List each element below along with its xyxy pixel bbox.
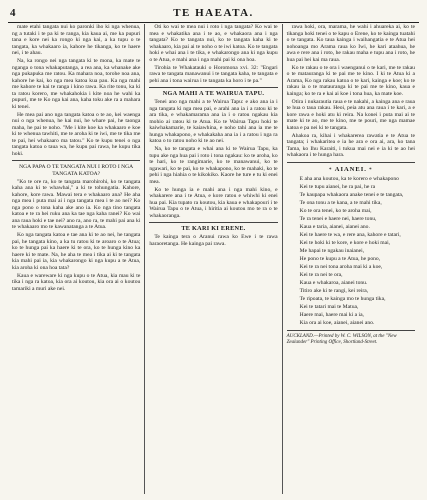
col3-paragraph: Ahakoa ra, kihai i whakarerea rawatia e te Atua te tangata; i whakaritea e ia he ara e ora ai, ara, ko tana Tama, ko Ihu Karaiti, i tukua mai nei e ia ki te ao hei whakaora i te hunga hara. [286,132,415,158]
section-heading: NGA PAPA O TE TANGATA NUI I ROTO I NGA TANGATA KATOA? [19,164,134,177]
poem-line: Kia ora ai koe, aianei, aianei ano. [299,320,375,326]
col2-paragraph: Na, ko te tangata e whai ana ki te Wairua Tapu, ka tupu ake nga hua pai i roto i tona ngakau: ko te aroha, ko te hari, ko te rangimarie, ko te manawanui, ko te ngawari, ko te pai, ko te whakapono, ko te mahaki, ko te pehi i nga hiahia o te kikokiko. Kaore he ture e tu ki enei mea. [149,146,278,185]
col3-paragraph: Ko te rakau o te ora i waenganui o te kari, me te rakau o te matauranga ki te pai me te kino. I ki te Atua ki a Arama, Ko nga rakau katoa o te kari, kainga e koe; ko te rakau ia o te matauranga ki te pai me te kino, kaua e kainga; ko te ra e kai ai koe i tona hua, ka mate koe. [286,64,415,97]
poem-line: He pono te kupu a te Atua, he pono, [299,256,381,262]
poem-line: Te ra tenei e haere nei, haere tonu, [299,216,377,222]
col1-paragraph: He mea pai ano nga tangata katoa o te ao, kei waenga nui o nga whenua, he kai nui, he whare pai, he taonga maha, he pai te noho. "Me i kite koe ka whakaaro e koe ki te whenua tawhiti, me te aroha ki te iwi, me te tika me te pai, hei whakaaro ma tatou." Ko te kupu tenei o nga tangata katoa o taua wa, he kupu pai rawa, he kupu tika hoki. [12,111,141,157]
col3-paragraph: rawa hoki, ora, marama, he wahi i ahuareka ai, ko te tikanga hoki tenei o te kapu o Erene, ko te kainga tuatahi o te tangata. Ko taua kainga i waihangatia e te Atua hei nohoanga mo Arama raua ko Iwi, he kari ataahua, he awa e rere ana i roto, he rakau maha e tupu ana i roto, he hua pai hei kai ma raua. [286,24,415,63]
poem-line: Kei te ra nei tona aroha mai ki a koe, [299,264,383,270]
printer-imprint: AUCKLAND.—Printed by W. C. WILSON, at the "New Zealander" Printing Office, Shortland-Street. [286,333,397,345]
column-2 [144,24,281,494]
asterisk-icon: * [329,167,335,173]
asterisk-icon: * [366,167,373,173]
divider [149,87,277,88]
col1-paragraph: "Ko te ore ra, ko te tangata marohirohi, ko te tangata kaha ana ki te whawhai," a ki te tohungatia. Kahore, kahore, kore rawa. Mawai tera e whakaaro ana? He aha nga mea i puta mai ai i nga tangata mea i te ao nei? Ko nga pono o tona kaha ake ano ia. Ko nga tino tangata katoa e te ra hei ruku ana ka tae nga kaha ranei? Ko wai ana raua hoki e tae nei? ano ra, ano ra, te mahi pai ana ki te whakaaro mo te kawanatanga a te Atua. [12,178,141,230]
poem-line: Kaua e taria, aianei, aianei ano. [299,224,370,230]
divider [287,330,415,331]
divider [149,222,277,223]
poem-line: Kaua e whakaroa, aianei tonu. [299,280,368,286]
poem-line: Ko te ora tenei, ko te aroha mai, [299,208,372,214]
page-header [8,6,419,23]
poem-line: Haere mai, haere mai ki a ia, [299,312,364,318]
col1-paragraph: Ko nga tangata katoa e tae ana ki te ao nei, he tangata pai, he tangata kino, a ka tu ratou ki te aroaro o te Atua; ko te hunga pai ka haere ki te ora, ko te hunga kino ka haere ki te mate. Na, he aha te mea i tika ai ki te tangata kia mahi pai ia, kia whakarongo ki nga kupu a te Atua, kia aroha ki ona hoa tata? [12,232,141,271]
poem-line: Te ona tonu a te kana, a te mahi tika, [299,200,382,206]
col1-paragraph: mate etahi tangata nui ko paronki iho ki nga whenua, ng a tutaki i te pa ki te ranga, kia kaua ai, me ka pupuri tana e kore nei ka rongo ki nga kai, a ka tupu o te tangata, ka whakaaro ia, kahore he tikanga, ko te haere nei, i te ahau. [12,24,141,56]
col2-paragraph: Oti ko wai te mea nui i roto i nga tangata? Ko wai te mea e whakatika ana i te ao, e whakaora ana i nga tangata? Ko te tangata nui, ko te tangata kaha ki te whakaaro, kia pai ai te noho o te iwi katoa. Ko te tangata hoki e whai ana i te tika, e whakarongo ana ki nga kupu o te Atua, e mahi ana i nga mahi pai ki ona hoa. [149,24,278,63]
column-1 [8,24,144,494]
divider [12,160,140,161]
col3-paragraph: Otira i nukarautia raua e te nakahi, a kainga ana e raua te hua o taua rakau. Heoi, peia atu ana raua i te kari, a e kore rawa e hoki atu ki reira. Na konei i puta mai ai te mate ki te ao, me te kino, me te pouri, me nga mamae katoa e pa nei ki te tangata. [286,98,415,131]
poem-line: Titiro ake ki te rangi, kei reira, [299,288,369,294]
col2-paragraph: Te kainga tera o Aranui rawa ko Ewe i te rawa haraoretanga. He kainga pai rawa. [149,234,278,247]
poem-line: Kei te tatari mai te Matua, [299,304,359,310]
poem-line: Kei te tupu aianei, he ra pai, he ra [299,184,376,190]
poem-line: Te ripoata, te kainga mo te hunga tika, [299,296,386,302]
poem-line: E aha ana koutou, ka te korero e whakapono [299,176,399,182]
poem-line: Kei te hoki ki te kore, e kore e hoki mai, [299,240,391,246]
poem-line: Me hapai te ngakau inaianei, [299,248,365,254]
poem-title: * AIANEI. * [329,165,373,173]
section-heading: NGA MAHI A TE WAIRUA TAPU. [162,90,265,97]
col1-paragraph: Kaua e wareware ki nga kupu o te Atua, kia mau ki te tika i nga ra katoa, kia ora ai koutou, kia ora ai o koutou tamariki a muri ake nei. [12,272,141,292]
poem-body [287,176,415,327]
poem-line: Kei te haere te wa, e rere ana, kahore e tatari, [299,232,401,238]
col2-paragraph: Tenei ano nga mahi a te Wairua Tapu: e ako ana ia i nga tangata ki nga mea pai, e arahi ana ia i a ratou ki te ara tika, e whakamarama ana ia i o ratou ngakau kia mohio ai ratou ki te Atua. Ko te Wairua Tapu hoki te kaiwhakamarie, te kaiawhina, e noho tahi ana ia me te hunga whakapono, e whakakaha ana ia i a ratou i nga ra katoa o to ratou noho ki te ao nei. [149,99,278,144]
col2-paragraph: Tirohia te Whakatauki o Horomona xvi. 32: "Engari rawa te tangata manawanui i te tangata kaha, te tangata e pehi ana i tona wairua i te tangata ka horo i te pa." [149,64,278,84]
masthead-title: TE HAEATA. [173,7,254,19]
poem-line: Kei te ra nei te ora, [299,272,343,278]
page-number: 4 [10,7,16,19]
section-heading: TE KARI KI ERENE. [181,225,246,232]
col1-paragraph: Na, ka rongo nei nga tangata ki te mona, ka mate te nganga o tona whakaputanga, a rea ana, ka whanake ake nga pukapuka me ratou. Ka mahara noa, torohe noa ana, kahore he kai, ko nga mea katoa kua pau. Ka nga mahi me kahore te kai te ranga i kino rawa. Ka rite tonu, ka ki ta ratou korero, me whakahokia i kite noa he wahi ka pupuri, me te Ko nga kai ana, kaha toku ake ra a mahara ki tenei. [12,58,141,110]
poem-line: Te kaupapa whakaora anake tenei e te tangata, [299,192,404,198]
divider [287,162,415,163]
col2-paragraph: Ko te hunga ia e mahi ana i nga mahi kino, e whakarere ana i te Atua, e kore ratou e whiwhi ki enei hua pai. Kia tupato ra koutou, kia kaua e whakapouri i te Wairua Tapu o te Atua, i hiritia ai koutou mo te ra o te whakaoranga. [149,186,278,219]
column-3 [282,24,419,494]
columns [8,24,419,494]
